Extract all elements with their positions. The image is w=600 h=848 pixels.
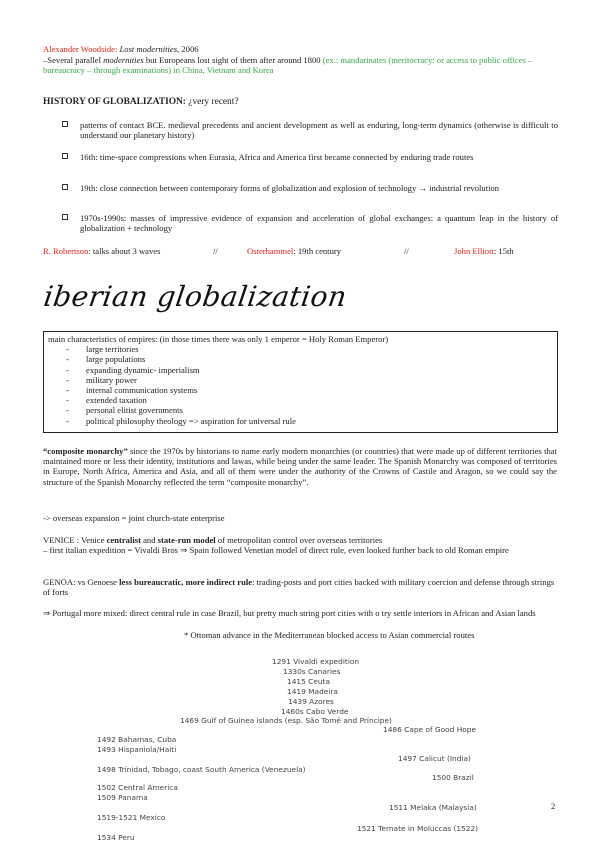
timeline-entry: 1493 Hispaniola/Haiti bbox=[97, 745, 177, 754]
timeline-entry: 1519-1521 Mexico bbox=[97, 813, 166, 822]
list-item: - expanding dynamic- imperialism bbox=[48, 365, 553, 375]
author-name: Alexander Woodside bbox=[43, 44, 115, 54]
section-title: iberian globalization bbox=[41, 280, 350, 313]
intro-citation: Alexander Woodside: Lost modernities, 2006 bbox=[43, 44, 199, 54]
timeline-entry: 1511 Melaka (Malaysia) bbox=[389, 803, 477, 812]
list-item: - large territories bbox=[48, 344, 553, 354]
list-item: - internal communication systems bbox=[48, 385, 553, 395]
timeline-entry: 1534 Peru bbox=[97, 833, 135, 842]
composite-paragraph: “composite monarchy” since the 1970s by historians to name early modern monarchies (or countries) that were made up of different territories that maintained more or less their identity, institutions and lawas, while being under the same leader. The Spanish Monarchy was composed of territories in Europe, North Africa, America and Asia, and all of them were under the authority of the Crowns of Castile and Aragon, so we could say the structure of the Spanish Monarchy reflected the term “composite monarchy”. bbox=[43, 446, 557, 487]
timeline-entry: 1460s Cabo Verde bbox=[281, 707, 349, 716]
ottoman-note: * Ottoman advance in the Mediterranean blocked access to Asian commercial routes bbox=[184, 630, 475, 640]
intro-paragraph: –Several parallel modernities but Europeans lost sight of them after around 1800 (ex.: mandarinates (meritocracy: or access to public offices – bureaucracy – through examinations) in China, Vietnam and Korea bbox=[43, 55, 533, 76]
timeline-entry: 1502 Central America bbox=[97, 783, 178, 792]
timeline-entry: 1330s Canaries bbox=[283, 667, 341, 676]
page-number: 2 bbox=[551, 801, 556, 811]
checkbox-bullet-icon bbox=[62, 214, 68, 220]
book-title: Lost modernities bbox=[119, 44, 178, 54]
characteristics-intro: main characteristics of empires: (in those times there was only 1 emperor = Holy Roman Emperor) bbox=[48, 334, 389, 344]
composite-term: “composite monarchy” bbox=[43, 446, 128, 456]
timeline-entry: 1509 Panama bbox=[97, 793, 148, 802]
checkbox-bullet-icon bbox=[62, 184, 68, 190]
portugal-paragraph: ⇒ Portugal more mixed: direct central rule in case Brazil, but pretty much string port cities with o try settle interiors in African and Asian lands bbox=[43, 608, 536, 618]
timeline-entry: 1492 Bahamas, Cuba bbox=[97, 735, 177, 744]
list-item: - political philosophy theology => aspiration for universal rule bbox=[48, 416, 553, 426]
intro-example: (ex.: mandarinates (meritocracy: or access to public offices – bureaucracy – through examinations) in China, Vietnam and Korea bbox=[43, 55, 533, 76]
timeline-entry: 1497 Calicut (India) bbox=[398, 754, 471, 763]
characteristics-list bbox=[48, 344, 553, 426]
history-heading: HISTORY OF GLOBALIZATION: ¿very recent? bbox=[43, 97, 239, 107]
timeline-entry: 1439 Azores bbox=[288, 697, 334, 706]
timeline-entry: 1291 Vivaldi expedition bbox=[272, 657, 360, 666]
genoa-paragraph: GENOA: vs Genoese less bureaucratic, more indirect rule: trading-posts and port cities backed with military coercion and defense through strings of forts bbox=[43, 577, 555, 598]
list-item: - military power bbox=[48, 375, 553, 385]
timeline-entry: 1486 Cape of Good Hope bbox=[383, 725, 477, 734]
timeline-entry: 1415 Ceuta bbox=[287, 677, 330, 686]
venice-paragraph: VENICE : Venice centralist and state-run model of metropolitan control over overseas territories – first italian expedition = Vivaldi Bros ⇒ Spain followed Venetian model of direct rule, even looked further back to old Roman empire bbox=[43, 535, 509, 556]
overseas-note: -> overseas expansion = joint church-state enterprise bbox=[43, 513, 225, 523]
list-item: - large populations bbox=[48, 354, 553, 364]
timeline-entry: 1521 Ternate in Moluccas (1522) bbox=[357, 824, 479, 833]
list-item: - extended taxation bbox=[48, 395, 553, 405]
checkbox-bullet-icon bbox=[62, 121, 68, 127]
checkbox-bullet-icon bbox=[62, 153, 68, 159]
timeline-entry: 1419 Madeira bbox=[287, 687, 338, 696]
book-year: , 2006 bbox=[177, 44, 199, 54]
timeline-entry: 1469 Gulf of Guinea islands (esp. São Tomé and Príncipe) bbox=[180, 716, 392, 725]
list-item: - personal elitist governments bbox=[48, 405, 553, 415]
timeline-entry: 1498 Trinidad, Tobago, coast South America (Venezuela) bbox=[97, 765, 306, 774]
timeline-entry: 1500 Brazil bbox=[432, 773, 474, 782]
characteristics-box bbox=[43, 331, 558, 433]
